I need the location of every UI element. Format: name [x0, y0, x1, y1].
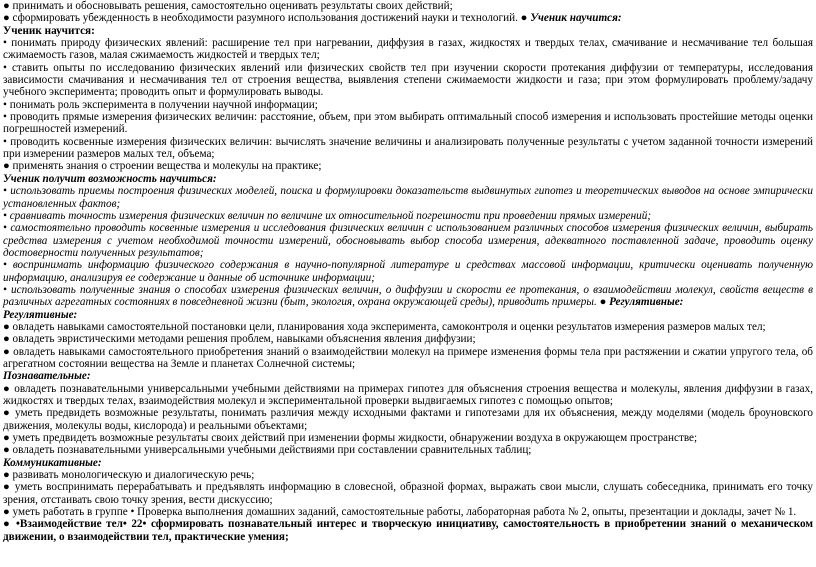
paragraph-text: • понимать роль эксперимента в получении научной информации;: [3, 98, 318, 111]
paragraph-text: ● принимать и обосновывать решения, самостоятельно оценивать результаты своих действий;: [3, 0, 453, 12]
paragraph: [3, 284, 813, 309]
paragraph: [3, 432, 813, 444]
paragraph: [3, 407, 813, 432]
paragraph: [3, 62, 813, 99]
paragraph-text: • самостоятельно проводить косвенные измерения и исследования физических величин с использованием различных способов измерения физических величин, выбирать средства измерения с учетом необходимой точности измерений, обосновывать выбор способа измерения, адекватного поставленной задаче, проводить оценку достоверности полученных результатов;: [3, 222, 813, 259]
paragraph-text: ● овладеть познавательными универсальными учебными действиями при составлении сравнительных таблиц;: [3, 444, 532, 457]
paragraph: [3, 518, 813, 543]
paragraph-text: • сравнивать точность измерения физических величин по величине их относительной погрешности при проведении прямых измерений;: [3, 209, 652, 222]
paragraph: [3, 37, 813, 62]
paragraph-text: ● овладеть познавательными универсальными учебными действиями на примерах гипотез для объяснения строения вещества и молекулы, явления диффузии в газах, жидкостях и твердых телах, взаимодействия молекул и экспериментальной проверки выдвигаемых гипотез с помощью опытов;: [3, 382, 813, 407]
paragraph-inline-tail: • Проверка выполнения домашних заданий, самостоятельные работы, лабораторная работа № 2, опыты, презентации и доклады, зачет № 1.: [127, 506, 797, 519]
paragraph-text: ● овладеть эвристическими методами решения проблем, навыками объяснения явления диффузии;: [3, 333, 476, 346]
paragraph-text: ● развивать монологическую и диалогическую речь;: [3, 469, 255, 482]
paragraph: [3, 259, 813, 284]
paragraph-text: • понимать природу физических явлений: расширение тел при нагревании, диффузия в газах, жидкостях и твердых телах, смачивание и несмачивание тел большая сжимаемость газов, малая сжимаемость жидкостей и твердых тел;: [3, 37, 813, 62]
paragraph: [3, 383, 813, 408]
paragraph: [3, 111, 813, 136]
paragraph-text: • использовать полученные знания о способах измерения физических величин, о диффузии и скорости ее протекания, о взаимодействии молекул, свойств веществ в различных агрегатных состояниях в повседневной жизни (быт, экология, охрана окружающей среды), приводить примеры.: [3, 283, 813, 309]
paragraph-text: ● овладеть навыками самостоятельного приобретения знаний о взаимодействии молекул на примере изменения формы тела при растяжении и сжатии упругого тела, об агрегатном состоянии вещества на Земле и планетах Солнечной системы;: [3, 345, 813, 370]
paragraph: [3, 481, 813, 506]
paragraph-text: Ученик научится:: [3, 24, 95, 37]
paragraph: [3, 185, 813, 210]
paragraph: [3, 333, 813, 345]
paragraph-text: ● сформировать убежденность в необходимости разумного использования достижений науки и технологий.: [3, 12, 518, 25]
paragraph-text: • проводить прямые измерения физических величин: расстояние, объем, при этом выбирать оптимальный способ измерения и использовать простейшие методы оценки погрешностей измерений.: [3, 111, 813, 136]
paragraph: [3, 25, 813, 37]
paragraph: [3, 99, 813, 111]
paragraph: [3, 0, 813, 12]
paragraph: [3, 321, 813, 333]
paragraph-text: ● уметь предвидеть возможные результаты своих действий при изменении формы жидкости, обнаружении воздуха в окружающем пространстве;: [3, 432, 698, 445]
paragraph-inline-tail: ● Регулятивные:: [596, 296, 684, 309]
paragraph: [3, 160, 813, 172]
paragraph: [3, 12, 813, 24]
paragraph: [3, 469, 813, 481]
paragraph-text: Регулятивные:: [3, 308, 78, 321]
paragraph: [3, 444, 813, 456]
paragraph-text: ● уметь предвидеть возможные результаты, понимать различия между исходными фактами и гипотезами для их объяснения, между моделями (модель броуновского движения, молекулы воды, кислорода) и реальными объектами;: [3, 407, 813, 432]
paragraph: [3, 210, 813, 222]
paragraph-inline-tail: •Взаимодействие тел• 22• сформировать познавательный интерес и творческую инициативу, самостоятельность в приобретении знаний о механическом движении, о взаимодействии тел, практические умения;: [3, 518, 813, 543]
paragraph-text: ● уметь работать в группе: [3, 506, 128, 519]
paragraph-inline-tail: ● Ученик научится:: [517, 12, 622, 25]
paragraph: [3, 457, 813, 469]
paragraph: [3, 222, 813, 259]
paragraph-text: Ученик получит возможность научиться:: [3, 172, 217, 185]
paragraph: [3, 346, 813, 371]
paragraph: [3, 506, 813, 518]
paragraph-text: • проводить косвенные измерения физических величин: вычислять значение величины и анализировать полученные результаты с учетом заданной точности измерений при измерении размеров малых тел, объема;: [3, 135, 813, 161]
paragraph: [3, 370, 813, 382]
paragraph-text: • ставить опыты по исследованию физических явлений или физических свойств тел при изучении скорости протекания диффузии от температуры, исследования зависимости смачивания и несмачивания тел от строения вещества, выявления степени сжимаемости жидкости и газа; при этом формулировать проблему/задачу учебного эксперимента; проводить опыт и формулировать выводы.: [3, 61, 813, 99]
paragraph: [3, 173, 813, 185]
paragraph-text: ● уметь воспринимать перерабатывать и предъявлять информацию в словесной, образной формах, выражать свои мысли, слушать собеседника, принимать его точку зрения, отстаивать свою точку зрения, вести дискуссию;: [3, 481, 813, 506]
paragraph-text: ●: [3, 518, 16, 531]
paragraph-text: Коммуникативные:: [3, 456, 102, 469]
paragraph: [3, 136, 813, 161]
paragraph: [3, 309, 813, 321]
paragraph-text: • воспринимать информацию физического содержания в научно-популярной литературе и средствах массовой информации, критически оценивать полученную информацию, анализируя ее содержание и данные об источнике информации;: [3, 259, 813, 284]
paragraph-text: ● овладеть навыками самостоятельной постановки цели, планирования хода эксперимента, самоконтроля и оценки результатов измерения размеров малых тел;: [3, 320, 766, 333]
paragraph-text: • использовать приемы построения физических моделей, поиска и формулировки доказательств выдвинутых гипотез и теоретических выводов на основе эмпирически установленных фактов;: [3, 185, 813, 210]
paragraph-text: Познавательные:: [3, 370, 91, 383]
paragraph-text: ● применять знания о строении вещества и молекулы на практике;: [3, 160, 322, 173]
